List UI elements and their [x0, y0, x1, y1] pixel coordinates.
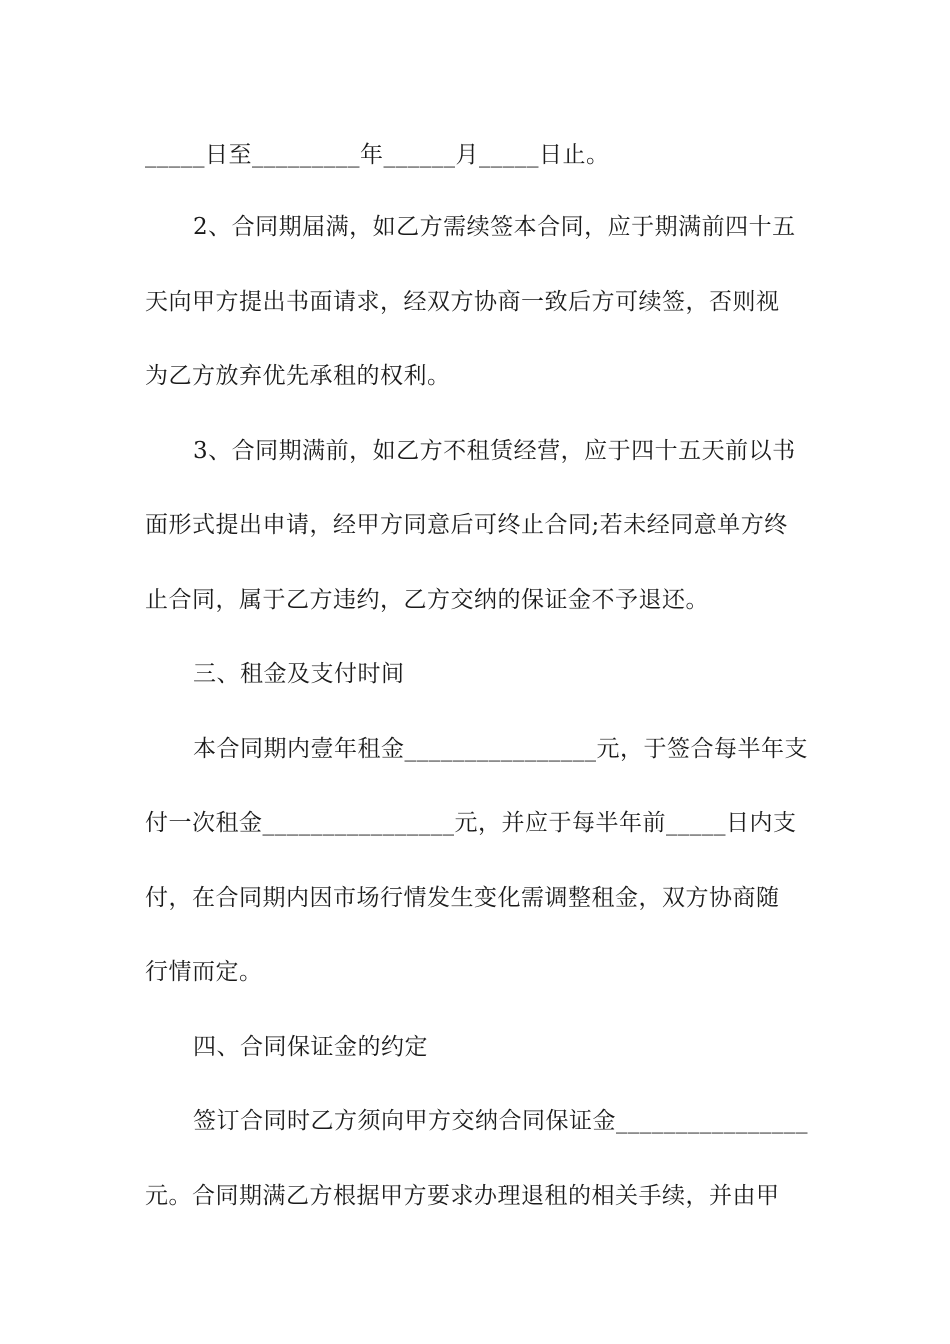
- section-3-heading: 三、租金及支付时间: [193, 661, 405, 687]
- deposit-para-line-1: 签订合同时乙方须向甲方交纳合同保证金________________: [193, 1108, 808, 1134]
- clause-2-line-1: 2、合同期届满，如乙方需续签本合同，应于期满前四十五: [193, 214, 796, 240]
- rent-para-line-4: 行情而定。: [145, 959, 263, 985]
- clause-3-line-3: 止合同，属于乙方违约，乙方交纳的保证金不予退还。: [145, 587, 709, 613]
- text-line-date-range: _____日至_________年______月_____日止。: [145, 142, 610, 168]
- rent-para-line-3: 付，在合同期内因市场行情发生变化需调整租金，双方协商随: [145, 885, 780, 911]
- clause-2-line-2: 天向甲方提出书面请求，经双方协商一致后方可续签，否则视: [145, 289, 780, 315]
- clause-3-line-1: 3、合同期满前，如乙方不租赁经营，应于四十五天前以书: [193, 438, 796, 464]
- rent-para-line-1: 本合同期内壹年租金________________元，于签合每半年支: [193, 736, 808, 762]
- rent-para-line-2: 付一次租金________________元，并应于每半年前_____日内支: [145, 810, 797, 836]
- clause-2-line-3: 为乙方放弃优先承租的权利。: [145, 363, 451, 389]
- clause-3-line-2: 面形式提出申请，经甲方同意后可终止合同;若未经同意单方终: [145, 512, 788, 538]
- deposit-para-line-2: 元。合同期满乙方根据甲方要求办理退租的相关手续，并由甲: [145, 1183, 780, 1209]
- section-4-heading: 四、合同保证金的约定: [193, 1034, 428, 1060]
